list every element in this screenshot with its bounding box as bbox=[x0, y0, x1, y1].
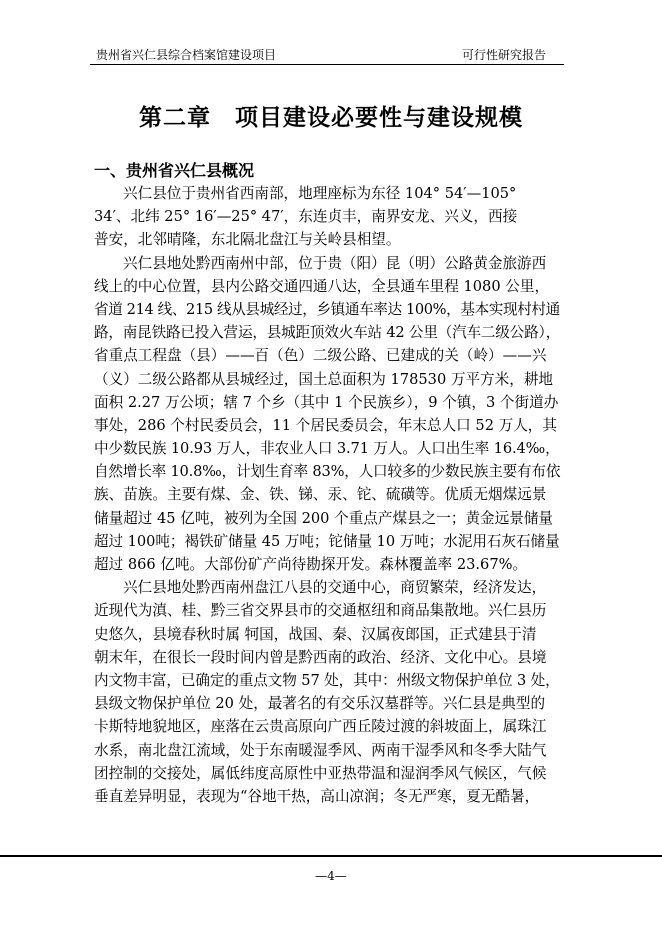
text-line: 垂直差异明显，表现为“谷地干热，高山凉润；冬无严寒，夏无酷暑， bbox=[94, 787, 540, 805]
text-line: 兴仁县地处黔西南州中部，位于贵（阳）昆（明）公路黄金旅游西 bbox=[123, 254, 547, 272]
text-line: （义）二级公路都从县城经过，国土总面积为 178530 万平方米，耕地 bbox=[94, 370, 554, 388]
text-line: 内文物丰富，已确定的重点文物 57 处，其中：州级文物保护单位 3 处， bbox=[94, 671, 560, 689]
footer-divider bbox=[0, 855, 662, 857]
text-line: 中少数民族 10.93 万人，非农业人口 3.71 万人。人口出生率 16.4‰， bbox=[94, 440, 560, 458]
text-line: 线上的中心位置，县内公路交通四通八达，全县通车里程 1080 公里， bbox=[94, 277, 550, 295]
text-line: 面积 2.27 万公顷；辖 7 个乡（其中 1 个民族乡），9 个镇，3 个街道办 bbox=[94, 393, 559, 411]
text-line: 超过 866 亿吨。大部份矿产尚待勘探开发。森林覆盖率 23.67%。 bbox=[94, 556, 528, 573]
text-line: 储量超过 45 亿吨，被列为全国 200 个重点产煤县之一；黄金远景储量 bbox=[94, 509, 554, 527]
chapter-title: 第二章 项目建设必要性与建设规模 bbox=[139, 104, 523, 131]
text-line: 县级文物保护单位 20 处，最著名的有交乐汉墓群等。兴仁县是典型的 bbox=[94, 695, 546, 713]
text-line: 自然增长率 10.8‰，计划生育率 83%，人口较多的少数民族主要有布依 bbox=[94, 463, 561, 481]
text-line: 兴仁县位于贵州省西南部，地理座标为东径 104° 54′—105° bbox=[123, 185, 517, 202]
text-line: 水系，南北盘江流域，处于东南暖湿季风、两南干湿季风和冬季大陆气 bbox=[94, 741, 547, 759]
text-line: 省道 214 线、215 线从县城经过，乡镇通车率达 100%，基本实现村村通 bbox=[94, 300, 560, 318]
text-line: 团控制的交接处，属低纬度高原性中亚热带温和湿润季风气候区，气候 bbox=[94, 764, 547, 782]
text-line: 朝末年，在很长一段时间内曾是黔西南的政治、经济、文化中心。县境 bbox=[94, 648, 547, 666]
text-line: 族、苗族。主要有煤、金、铁、锑、汞、铊、硫磺等。优质无烟煤远景 bbox=[94, 486, 547, 504]
text-line: 兴仁县地处黔西南州盘江八县的交通中心，商贸繁荣，经济发达， bbox=[123, 579, 547, 597]
text-line: 超过 100吨；褐铁矿储量 45 万吨；铊储量 10 万吨；水泥用石灰石储量 bbox=[94, 532, 560, 550]
header-report-type: 可行性研究报告 bbox=[462, 48, 547, 62]
body-text bbox=[94, 182, 560, 808]
text-line: 路，南昆铁路已投入营运，县城距顶效火车站 42 公里（汽车二级公路）， bbox=[94, 324, 560, 342]
header-project-title: 贵州省兴仁县综合档案馆建设项目 bbox=[96, 48, 277, 62]
text-line: 卡斯特地貌地区，座落在云贵高原向广西丘陵过渡的斜坡面上，属珠江 bbox=[94, 718, 547, 736]
text-line: 近现代为滇、桂、黔三省交界县市的交通枢纽和商品集散地。兴仁县历 bbox=[94, 602, 547, 620]
page-number: —4— bbox=[315, 869, 347, 883]
header-divider bbox=[90, 64, 564, 65]
text-line: 34′、北纬 25° 16′—25° 47′，东连贞丰，南界安龙、兴义，西接 bbox=[94, 208, 518, 226]
text-line: 事处，286 个村民委员会，11 个居民委员会，年末总人口 52 万人，其 bbox=[94, 416, 557, 434]
text-line: 普安，北邻晴隆，东北隔北盘江与关岭县相望。 bbox=[94, 231, 401, 249]
text-line: 省重点工程盘（县）——百（色）二级公路、已建成的关（岭）——兴 bbox=[94, 347, 547, 365]
section-heading: 一、贵州省兴仁县概况 bbox=[94, 161, 255, 180]
text-line: 史悠久，县境春秋时属 牱国，战国、秦、汉属夜郎国，正式建县于清 bbox=[94, 625, 537, 643]
